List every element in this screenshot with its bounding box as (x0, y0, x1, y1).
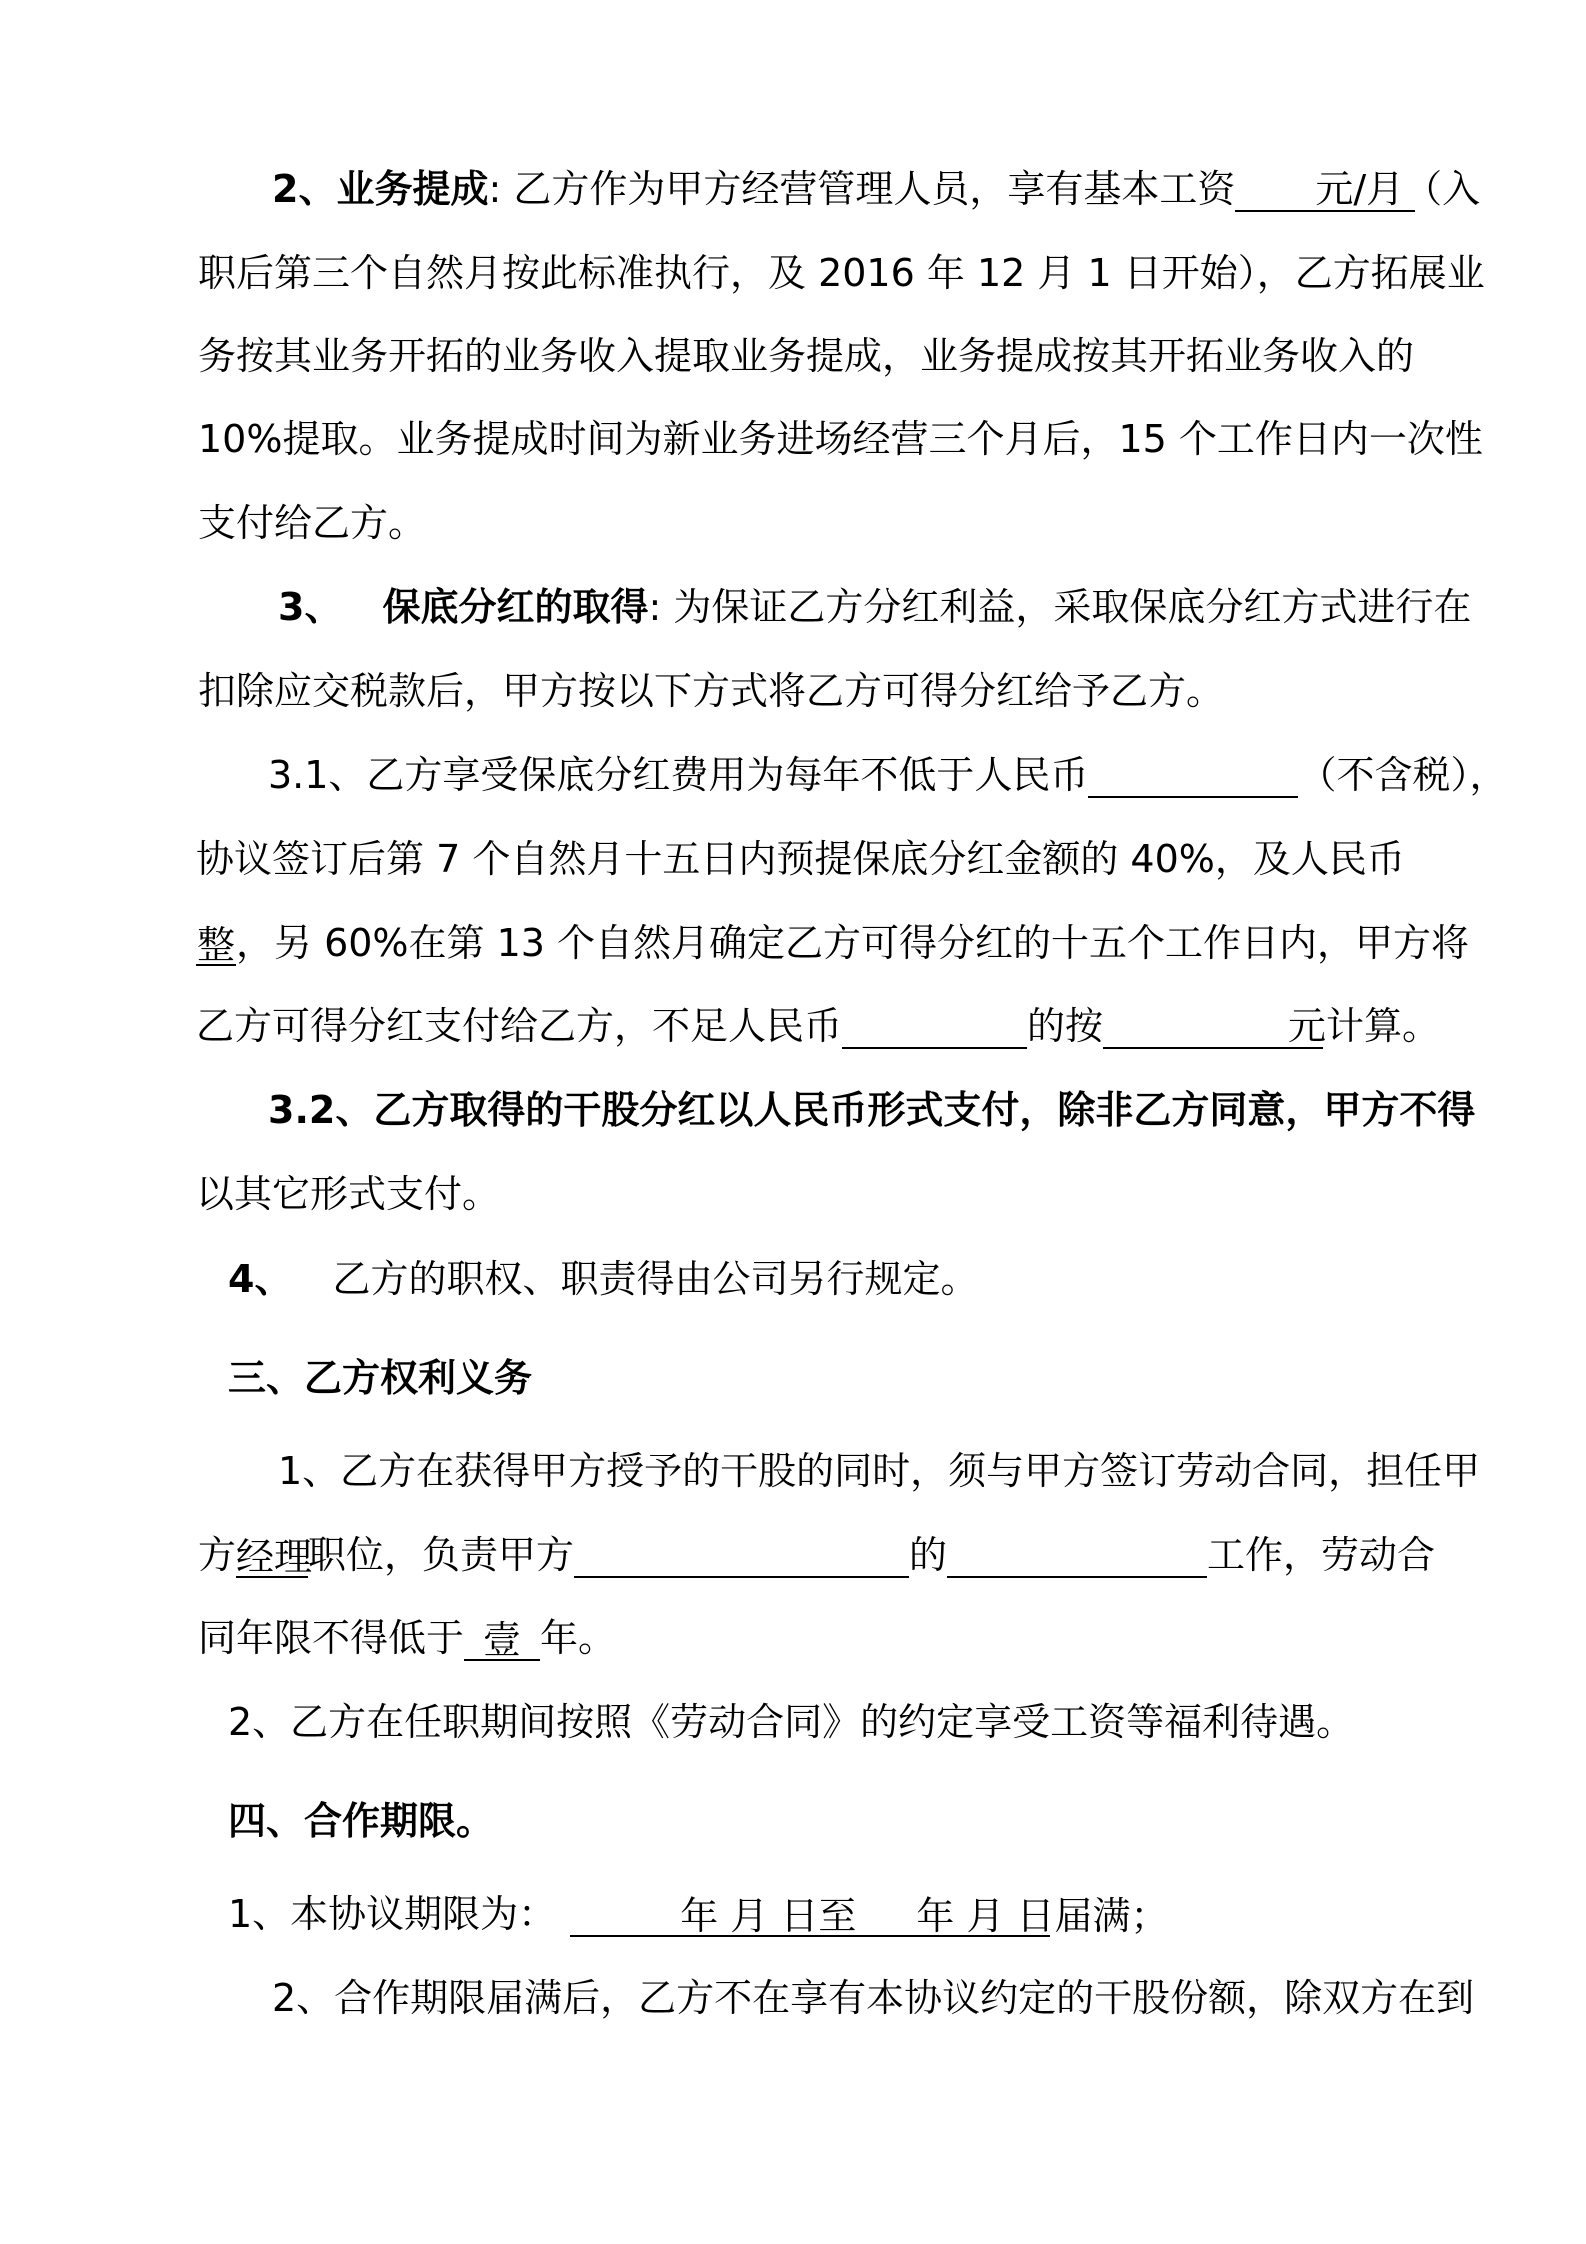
para-2-line-5: 支付给乙方。 (198, 501, 427, 545)
blank-min-dividend (1088, 754, 1298, 798)
para-3-line-1: 3、 保底分红的取得: 为保证乙方分红利益，采取保底分红方式进行在 (278, 585, 1472, 629)
section-4-item-1: 1、本协议期限为： 年 月 日至 年 月 日届满； (228, 1892, 1169, 1938)
para-3-1-line-1: 3.1、乙方享受保底分红费用为每年不低于人民币 （不含税）， (268, 753, 1508, 797)
section-3-title: 三、乙方权利义务 (228, 1356, 533, 1400)
para-4: 4、 乙方的职权、职责得由公司另行规定。 (228, 1257, 979, 1301)
para-3-1-line-4: 乙方可得分红支付给乙方，不足人民币 的按 元计算。 (196, 1004, 1441, 1048)
section-3-item-1-line-3: 同年限不得低于 壹 年。 (198, 1616, 617, 1662)
blank-department (574, 1534, 909, 1578)
section-4-item-2: 2、合作期限届满后，乙方不在享有本协议约定的干股份额，除双方在到 (272, 1976, 1475, 2020)
para-3-line-2: 扣除应交税款后，甲方按以下方式将乙方可得分红给予乙方。 (198, 669, 1225, 713)
para-3-2-line-2: 以其它形式支付。 (196, 1172, 501, 1216)
para-3-1-line-3: 整，另 60%在第 13 个自然月确定乙方可得分红的十五个工作日内，甲方将 (196, 921, 1470, 967)
section-3-item-2: 2、乙方在任职期间按照《劳动合同》的约定享受工资等福利待遇。 (228, 1700, 1355, 1744)
para-2-line-3: 务按其业务开拓的业务收入提取业务提成，业务提成按其开拓业务收入的 (198, 334, 1415, 378)
para-2-line-4: 10%提取。业务提成时间为新业务进场经营三个月后，15 个工作日内一次性 (198, 417, 1483, 461)
section-3-item-1-line-1: 1、乙方在获得甲方授予的干股的同时，须与甲方签订劳动合同，担任甲 (278, 1449, 1481, 1493)
section-3-item-1-line-2: 方经理职位，负责甲方 的 工作，劳动合 (198, 1533, 1436, 1579)
para-2-line-2: 职后第三个自然月按此标准执行，及 2016 年 12 月 1 日开始），乙方拓展业 (198, 251, 1485, 295)
para-3-1-line-2: 协议签订后第 7 个自然月十五日内预提保底分红金额的 40%，及人民币 (196, 837, 1405, 881)
section-4-title: 四、合作期限。 (228, 1799, 495, 1843)
blank-min-amount (842, 1005, 1027, 1049)
heading-guaranteed-dividend: 保底分红的取得 (382, 585, 649, 629)
heading-business-commission: 2、业务提成 (272, 167, 489, 211)
blank-work (947, 1534, 1207, 1578)
para-3-2-line-1: 3.2、乙方取得的干股分红以人民币形式支付，除非乙方同意，甲方不得 (268, 1088, 1476, 1132)
para-2-line-1: 2、业务提成: 乙方作为甲方经营管理人员，享有基本工资 元/月（入 (272, 167, 1481, 211)
